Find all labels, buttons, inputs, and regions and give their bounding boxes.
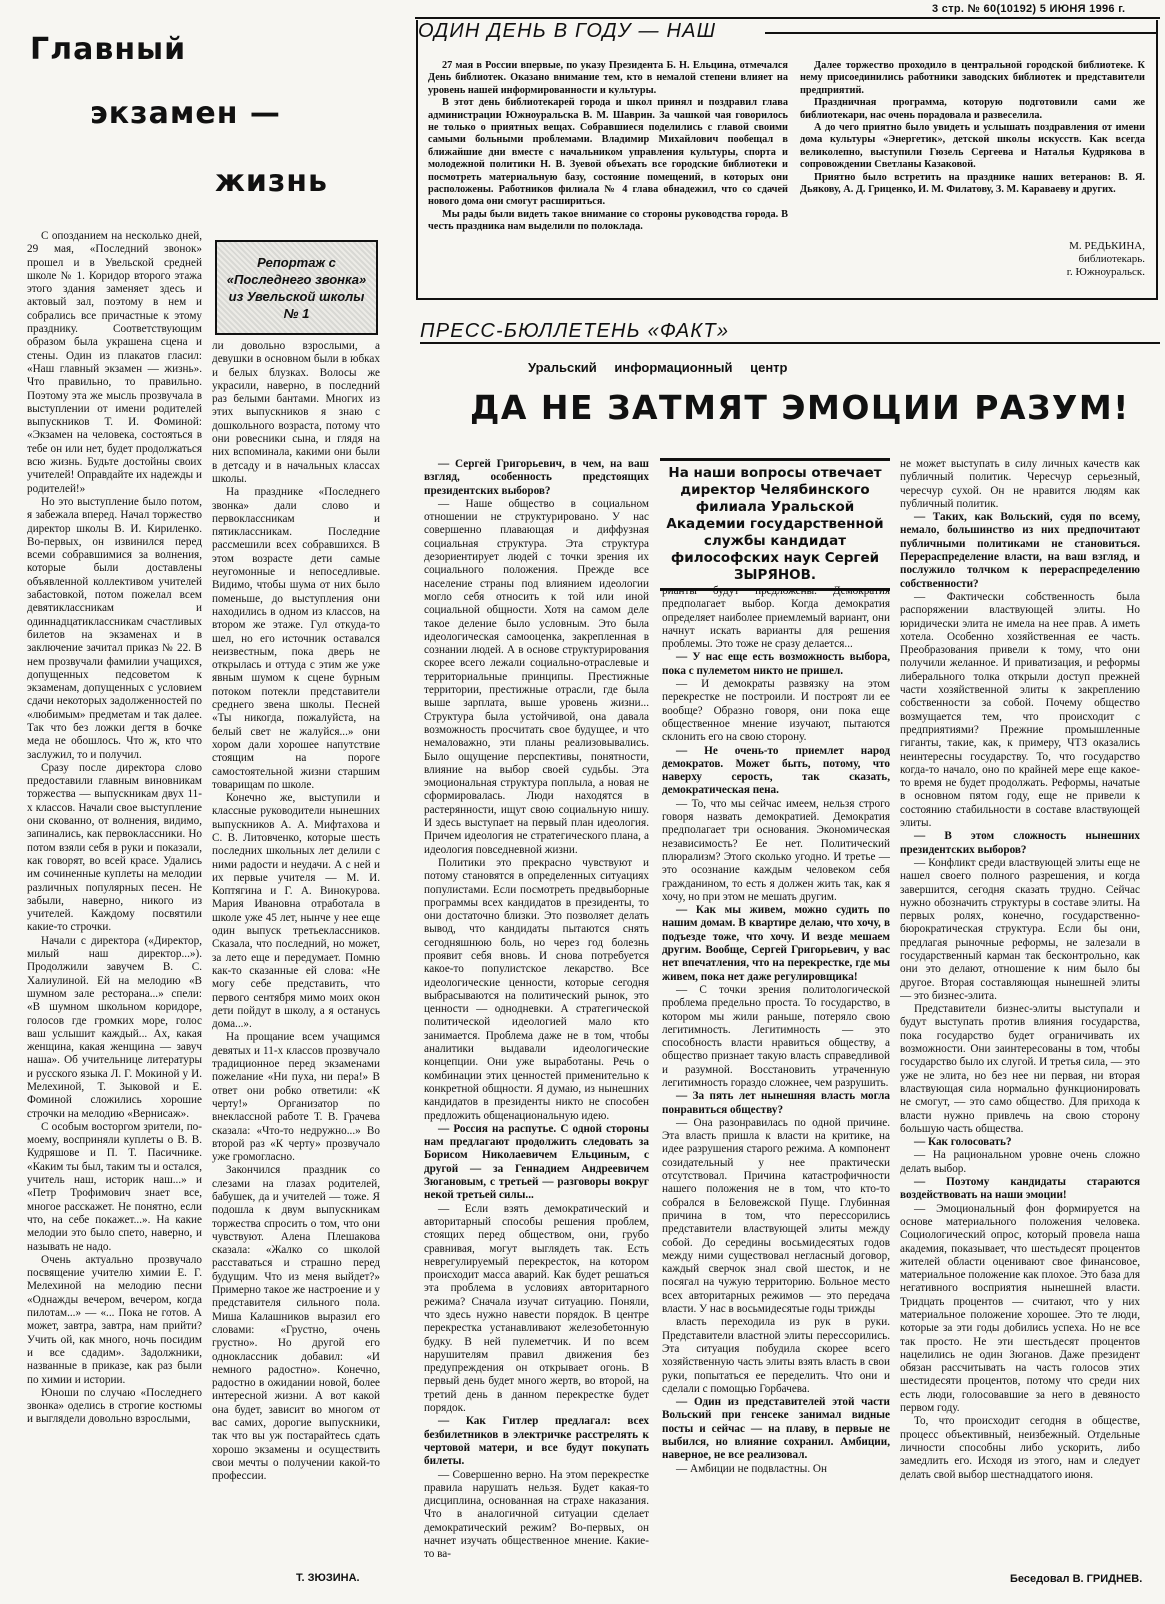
library-signature (940, 240, 1145, 279)
interview-paragraph: — Как Гитлер предлагал: всех безбилетников в электричке расстрелять к чертовой матери, и все будут покупать билеты. (424, 1415, 649, 1468)
exam-paragraph: Конечно же, выступили и классные руководители нынешних выпускников А. А. Мифтахова и С. В. Литовченко, которые шесть последних школьных лет делили с ними радости и неудачи. А с ней и их первые учителя — М. И. Коптягина и Г. А. Винокурова. Мария Ивановна отработала в школе уже 45 лет, нынче у нее еще один выпуск третьеклассников. Сказала, что последний, но может, за лето еще и передумает. Помню как-то сказанные ей слова: «Не могу себе представить, что первого сентября мимо моих окон дети пойдут в школу, а я останусь дома...». (212, 792, 380, 1031)
exam-paragraph: Начали с директора («Директор, милый наш директор...»). Продолжили завучем В. С. Халиулиной. Ей на мелодию «В шумном зале ресторана...» спели: «В шумном школьном коридоре, голосов где громких море, голос ваш услышит каждый... Ах, какая женщина, какая женщина — завуч наша». Об учительнице литературы и русского языка Л. Г. Мокиной у И. Мелехиной, Т. Зыковой и Е. Фоминой сложились хорошие строчки на мелодию «Вернисаж». (27, 934, 202, 1120)
interview-paragraph: — Таких, как Вольский, судя по всему, немало, большинство из них предпочитают публичными политиками не становиться. Перераспределение власти, на ваш взгляд, и послужило толчком к перераспределению собственности? (900, 511, 1140, 590)
library-paragraph: Приятно было встретить на празднике наших ветеранов: В. Я. Дьякову, А. Д. Гриценко, И. М. Филатову, З. М. Караваеву и других. (800, 171, 1145, 196)
interview-paragraph: — С точки зрения политологической проблема предельно проста. То государство, в котором мы жили раньше, потеряло свою легитимность. Легитимность — это способность власти нравиться обществу, а общество признает такую власть справедливой и разумной. Восстановить утраченную легитимность гораздо сложнее, чем разрушить. (662, 983, 890, 1089)
report-label-box (215, 240, 378, 335)
interview-paragraph: — Конфликт среди властвующей элиты еще не нашел своего полного разрешения, и когда завершится, сегодня сказать трудно. Сейчас нужно обозначить структуры в составе элиты. На первых ролях, конечно, государственно-бюрократическая структура. Если бы они, предлагая рыночные реформы, не залезали в государственный карман так бесконтрольно, как они это делают, отношение к ним было бы другое. Вторая составляющая нынешней элиты — это бизнес-элита. (900, 856, 1140, 1002)
exam-paragraph: Но это выступление было потом, я забежала вперед. Начал торжество директор школы В. И. Кириленко. Во-первых, он извинился перед всеми собравшимися за волнения, которые были доставлены объявленной коллективом учителей забастовкой, потом пожелал всем девятиклассникам и одиннадцатиклассникам счастливых билетов на экзаменах и в заключение зачитал приказ № 22. В нем прозвучали фамилии учащихся, допущенных педсоветом к экзаменам, допущенных с условием сдачи некоторых задолженностей по «любимым» предметам и так далее. Так что без ложки дегтя в бочке меда не обошлось. Что ж, кто что заслужил, то и получил. (27, 495, 202, 761)
exam-paragraph: С опозданием на несколько дней, 29 мая, «Последний звонок» прошел и в Увельской средней школе № 1. Коридор второго этажа этого здания заменяет здесь и актовый зал, поэтому в нем и собрались все причастные к этому празднику. Соответствующим образом была украшена сцена и стены. Один из плакатов гласил: «Наш главный экзамен — жизнь». Что правильно, то правильно. Поэтому эта же мысль прозвучала в выступлении от имени родителей выпускников Т. И. Фоминой: «Экзамен на человека, состояться в тебе он или нет, будет продолжаться всю жизнь. Будьте достойны своих учителей! Оправдайте их надежды и родителей!» (27, 230, 202, 495)
interview-paragraph: — На рациональном уровне очень сложно делать выбор. (900, 1149, 1140, 1175)
library-signature-city: г. Южноуральск. (1066, 266, 1145, 278)
issue-line: 3 стр. № 60(10192) 5 ИЮНЯ 1996 г. (932, 3, 1126, 15)
library-kicker: ОДИН ДЕНЬ В ГОДУ — НАШ (418, 20, 717, 42)
interview-paragraph: — Эмоциональный фон формируется на основе материального положения человека. Социологический опрос, который провела наша академия, показывает, что шестьдесят процентов жителей области оценивают свое финансовое, материальное положение как плохое. Это база для негативного восприятия нынешней власти. Тридцать процентов — считают, что у них материальное положение хорошее. Это те люди, которые за эти годы добились успеха. Но не все так просто. Не эти шестьдесят процентов нацелились не один Зюганов. Даже президент обязан рассчитывать на часть голосов этих шестидесяти процентов, потому что среди них есть люди, голосовавшие за него в девяносто первом году. (900, 1202, 1140, 1415)
exam-headline-line-3: жизнь (215, 164, 329, 199)
interview-paragraph: не может выступать в силу личных качеств как публичный политик. Чересчур серьезный, чересчур сухой. Он не нравится людям как публичный политик. (900, 458, 1140, 510)
exam-headline-line-1: Главный (30, 32, 187, 67)
interview-paragraph: — То, что мы сейчас имеем, нельзя строго говоря назвать демократией. Демократия предполагает три основания. Экономическая независимость? Ее нет. Политический плюрализм? Этого сколько угодно. И третье — это осознание каждым человеком себя гражданином, то есть я должен жить так, как я хочу, но при этом не мешать другим. (662, 797, 890, 903)
interview-paragraph: — Совершенно верно. На этом перекрестке правила нарушать нельзя. Будет какая-то дисциплина, основанная на страхе наказания. Что в аналогичной ситуации сделает демократический режим? Во-первых, он начнет изучать общественное мнение. Какие-то ва- (424, 1468, 649, 1561)
interview-column-2 (662, 585, 890, 1588)
interview-paragraph: — В этом сложность нынешних президентских выборов? (900, 830, 1140, 856)
interview-paragraph: власть переходила из рук в руки. Представители властной элиты перессорились. Эта ситуация побудила скорее всего хозяйственную часть элиты взять власть в свои руки, попытаться ее переделить. Что они и сделали с помощью Горбачева. (662, 1316, 890, 1395)
exam-paragraph: Закончился праздник со слезами на глазах родителей, бабушек, да и учителей — тоже. Я подошла к двум выпускникам торжества спросить о том, что они чувствуют. Алена Плешакова сказала: «Жалко со школой расставаться и страшно перед будущим. Что из меня выйдет?» Примерно такое же настроение и у представителя сильного пола. Миша Калашников выразил его словами: «Грустно, очень грустно». Но другой его одноклассник добавил: «И немного радостно». Конечно, радостно в ожидании новой, более интересной жизни. А вот какой она будет, зависит во многом от вас самих, дорогие выпускники, так что вы уж постарайтесь сдать хорошо экзамены и осуществить свои мечты о получении какой-то профессии. (212, 1164, 380, 1483)
library-signature-role: библиотекарь. (1078, 253, 1145, 265)
interview-paragraph: — Не очень-то приемлет народ демократов. Может быть, потому, что наверху серость, так сказать, демократическая пена. (662, 744, 890, 797)
exam-paragraph: С особым восторгом зрители, по-моему, восприняли куплеты о В. В. Кудряшове и П. Т. Пасичнике. «Каким ты был, таким ты и остался, учитель наш, историк наш...» и «Петр Трофимович знает все, многое расскажет. Не понятно, если что, на себе покажет...». На какие мелодии это было спето, наверно, и называть не надо. (27, 1120, 202, 1253)
interview-paragraph: Политики это прекрасно чувствуют и потому становятся в определенных ситуациях популистами. Если посмотреть предвыборные программы всех кандидатов в президенты, то они достаточно близки. Это позволяет делать вывод, что кандидаты пытаются снять сегодняшнюю боль, но через год болезнь проявит себя вновь. И снова потребуется какое-то популистское лекарство. Все идеологические ценности, которые сегодня выбрасываются на политический рынок, это ценности — однодневки. А стратегической политической идеологией мало кто занимается. Проблема даже не в том, чтобы аналитики выдавали идеологические концепции. Они уже выработаны. Речь о комбинации этих ценностей применительно к конкретной общности. Я думаю, из нынешних кандидатов в президенты никто не способен предложить общенациональную идею. (424, 856, 649, 1122)
library-signature-name: М. РЕДЬКИНА, (1069, 240, 1145, 252)
exam-column-2 (212, 340, 380, 1550)
interview-paragraph: — За пять лет нынешняя власть могла понравиться обществу? (662, 1090, 890, 1116)
interview-column-3 (900, 458, 1140, 1568)
library-paragraph: Праздничная программа, которую подготовили сами же библиотекари, нас очень порадовала и развеселила. (800, 97, 1145, 121)
interview-paragraph: — Поэтому кандидаты стараются воздействовать на наши эмоции! (900, 1176, 1140, 1202)
library-paragraph: Мы рады были видеть такое внимание со стороны руководства города. В честь праздника нам выделили по полоклада. (428, 208, 788, 233)
library-paragraph: А до чего приятно было увидеть и услышать поздравления от имени дома культуры «Энергетик», детской школы искусств. Как всегда великолепно, выступили Гюзель Сергеева и Наталья Кудрякова в сопровождении Светланы Казаковой. (800, 122, 1145, 171)
library-paragraph: Далее торжество проходило в центральной городской библиотеке. К нему присоединились работники заводских библиотек и представители предприятий. (800, 60, 1145, 96)
interview-paragraph: рианты будут предложены. Демократия предполагает выбор. Когда демократия определяет наиболее приемлемый вариант, они начнут искать варианты для решения проблемы. Это тоже не сразу делается... (662, 585, 890, 651)
interview-column-1 (424, 458, 649, 1588)
interview-headline: ДА НЕ ЗАТМЯТ ЭМОЦИИ РАЗУМ! (470, 388, 1130, 427)
interview-paragraph: Представители бизнес-элиты выступали и будут выступать против влияния государства, пока государство будет ограничивать их возможности. Они заинтересованы в том, чтобы государство было их слугой. И третья сила, — это уже не элита, но без нее ни первая, ни вторая властвующая сила нормально функционировать не смогут, — это само общество. Для прихода к власти нужно привлечь на свою сторону большую часть общества. (900, 1003, 1140, 1135)
interview-paragraph: — Как мы живем, можно судить по нашим домам. В квартире делаю, что хочу, в подъезде тоже, что хочу. И везде мешаем другим. Вообще, Сергей Григорьевич, у вас нет впечатления, что на перекрестке, где мы живем, пока нет даже регулировщика! (662, 904, 890, 983)
exam-paragraph: ли довольно взрослыми, а девушки в основном были в юбках и белых блузках. Волосы же украсили, наверно, в последний раз белыми бантами. Многих из этих выпускников я знаю с дошкольного возраста, потому что они ровесники сына, и глядя на них вспоминала, какими они были в детсаду и в начальных классах школы. (212, 340, 380, 485)
library-column-1 (428, 60, 788, 290)
interview-paragraph: — Фактически собственность была распоряжении властвующей элиты. Но юридически элита не имела на нее прав. А иметь хотела. Особенно хозяйственная ее часть. Преобразования привели к тому, что они получили желанное. И приватизация, и реформы либерального толка открыли доступ прежней части хозяйственной элиты к закреплению собственности за собой. Почему общество возмущается тем, что происходит с предприятиями? Прежние промышленные гиганты, такие, как, к примеру, ЧТЗ оказались неинтересны государству. То, что государство когда-то начало, оно по крайней мере еще какое-то время не будет продолжать. Реформы, начатые в основном пятом году, еще не привели к состоянию стабильности в составе властвующей элиты. (900, 590, 1140, 830)
interview-paragraph: — Как голосовать? (914, 1136, 1012, 1149)
interview-paragraph: То, что происходит сегодня в обществе, процесс объективный, неизбежный. Отдельные личности способны либо ускорить, либо замедлить его. Исходя из этого, нам и следует делать свой выбор шестнадцатого июня. (900, 1415, 1140, 1481)
interview-paragraph: — Россия на распутье. С одной стороны нам предлагают продолжить следовать за Борисом Николаевичем Ельциным, с другой — за Геннадием Андреевичем Зюгановым, с третьей — разговоры вокруг некой третьей силы... (424, 1122, 649, 1202)
exam-column-1 (27, 230, 202, 1585)
interview-paragraph: — Сергей Григорьевич, в чем, на ваш взгляд, особенность предстоящих президентских выборов? (424, 458, 649, 497)
top-rule (415, 17, 1160, 19)
library-paragraph: 27 мая в России впервые, по указу Президента Б. Н. Ельцина, отмечался День библиотек. Оказано внимание тем, кто в немалой степени влияет на уровень нашей информированности и культуры. (428, 60, 788, 96)
exam-paragraph: Сразу после директора слово предоставили главным виновникам торжества — выпускникам двух 11-х классов. Начали свое выступление они скованно, от волнения, видимо, запинались, как первоклассники. Но потом взяли себя в руки и показали, как говорят, во всей красе. Удались им сочиненные куплеты на мелодии различных популярных песен. Не забыли, наверно, никого из учителей. Каждому посвятили какие-то строчки. (27, 761, 202, 934)
exam-paragraph: На празднике «Последнего звонка» дали слово и первоклассникам и пятиклассникам. Последние рассмешили всех собравшихся. В этом возрасте дети самые неугомонные и непоседливые. Видимо, чтобы шума от них было поменьше, до выступления они находились в одном из классов, на втором же этаже. Гул откуда-то шел, но его источник оставался неизвестным, пока дверь не открылась и оттуда с этим же уже явным шумом к сцене бурным потоком потекли представители среднего звена школы. Песней «Ты никогда, пожалуйста, на белый свет не жалуйся...» они хором дали хорошее напутствие стоящим на пороге самостоятельной жизни старшим товарищам по школе. (212, 486, 380, 791)
exam-paragraph: Очень актуально прозвучало посвящение учителю химии Е. Г. Мелехиной на мелодию песни «Однажды вечером, вечером, когда пилотам...» — «... Пока не готов. А может, завтра, завтра, нам прийти? Учить ой, как много, ночь посидим и все сдадим». Задолжники, названные в приказе, как раз были по химии и истории. (27, 1253, 202, 1386)
report-label: Репортаж с «Последнего звонка» из Увельской школы № 1 (226, 254, 367, 321)
library-kicker-rule (765, 32, 1158, 34)
interview-intro: На наши вопросы отвечает директор Челябинского филиала Уральской Академии государственной службы кандидат философских наук Сергей ЗЫРЯНОВ. (666, 465, 884, 583)
exam-paragraph: Юноши по случаю «Последнего звонка» оделись в строгие костюмы и выглядели довольно взрослыми, (27, 1386, 202, 1426)
library-paragraph: В этот день библиотекарей города и школ принял и поздравил глава администрации Южноуральска В. М. Шаврин. За чашкой чая говорилось не только о приятных вещах. Собравшиеся поделились с главой своими самыми больными проблемами. Владимир Михайлович пообещал в ближайшие дни вместе с начальником управления культуры, спорта и молодежной политики Н. В. Зуевой объехать все городские библиотеки и посмотреть материальную базу, состояние помещений, в которых они расположены. Работников филиала № 4 глава обнадежил, что со сдачей нового дома они смогут расшириться. (428, 97, 788, 208)
interview-signature: Беседовал В. ГРИДНЕВ. (1010, 1573, 1143, 1585)
interview-kicker-rule (420, 342, 1160, 344)
interview-paragraph: — Она разонравилась по одной причине. Эта власть пришла к власти на критике, на идее разрушения старого режима. А компонент созидательный у нее практически отсутствовал. Причина катастрофичности нашего положения не в том, что кто-то собрался в Беловежской Пуще. Глубинная причина в том, что перессорились представители властвующей элиты между собой. До середины восьмидесятых годов между ними существовал негласный договор, каждый сверчок знал свой шесток, и не посягал на чужую территорию. Больное место всех авторитарных режимов — это передача власти. У нас в восьмидесятые годы трижды (662, 1116, 890, 1316)
exam-paragraph: На прощание всем учащимся девятых и 11-х классов прозвучало традиционное перед экзаменами пожелание «Ни пуха, ни пера!» В ответ они робко ответили: «К черту!» Организатор по внеклассной работе Т. В. Грачева сказала: «Что-то недружно...» Во второй раз «К черту» прозвучало уже громогласно. (212, 1031, 380, 1164)
interview-paragraph: — Наше общество в социальном отношении не структурировано. У нас совершенно плавающая и диффузная социальная структура. Эта структура дезориентирует людей с точки зрения их социального положения. Прежде все население страны под влиянием идеологии могло себя относить к той или иной социальной общности. Хотя на самом деле такое деление было условным. Это была идеологическая самооценка, закрепленная в сознании людей. А в основе структурирования скорее всего лежали социально-отраслевые и территориальные принципы. Престижные территории, престижные отрасли, где была выше зарплата, выше уровень жизни... Структура была устойчивой, она давала возможность просчитать свое будущее, и что немаловажно, эти планы реализовывались. Было ощущение перспективы, понятности, влияние на выбор своей судьбы. Эта эмоциональная структура поплыла, а новая не сформировалась. Люди находятся в растерянности, ищут свою социальную нишу. И здесь выступает на первый план идеология. Причем идеология не стратегического плана, а идеология повседневной жизни. (424, 497, 649, 856)
exam-signature: Т. ЗЮЗИНА. (296, 1572, 360, 1584)
interview-intro-box (660, 458, 890, 591)
exam-headline-line-2: экзамен — (90, 96, 281, 131)
library-column-2 (800, 60, 1145, 225)
interview-paragraph: — У нас еще есть возможность выбора, пока с пулеметом никто не пришел. (662, 651, 890, 677)
interview-kicker: ПРЕСС-БЮЛЛЕТЕНЬ «ФАКТ» (420, 320, 730, 342)
interview-paragraph: — Один из представителей этой части Вольский при генсеке занимал видные посты и сейчас — на плаву, в первые не выбился, но влияние сохранил. Амбиции, наверное, не все реализовал. (662, 1396, 890, 1462)
interview-paragraph: — Если взять демократический и авторитарный способы решения проблем, стоящих перед обществом, они, грубо сравнивая, могут выглядеть так. Есть неврегулируемый перекресток, на котором происходит масса аварий. Как будет решаться эта проблема в условиях авторитарного режима? Сначала изучат ситуацию. Поняли, что здесь нужно навести порядок. В центре перекрестка устанавливают железобетонную будку. В ней пулеметчик. И по всем нарушителям правил движения без предупреждения он открывает огонь. В первый день будет много жертв, во второй, на третий день в данном перекрестке будет порядок. (424, 1202, 649, 1415)
interview-paragraph: — Амбиции не подвластны. Он (676, 1462, 827, 1475)
interview-paragraph: — И демократы развязку на этом перекрестке не построили. И построят ли ее вообще? Образно говоря, они пока еще общественное мнение изучают, пытаются склонить его на свою сторону. (662, 678, 890, 744)
interview-source: Уральский информационный центр (528, 360, 788, 375)
